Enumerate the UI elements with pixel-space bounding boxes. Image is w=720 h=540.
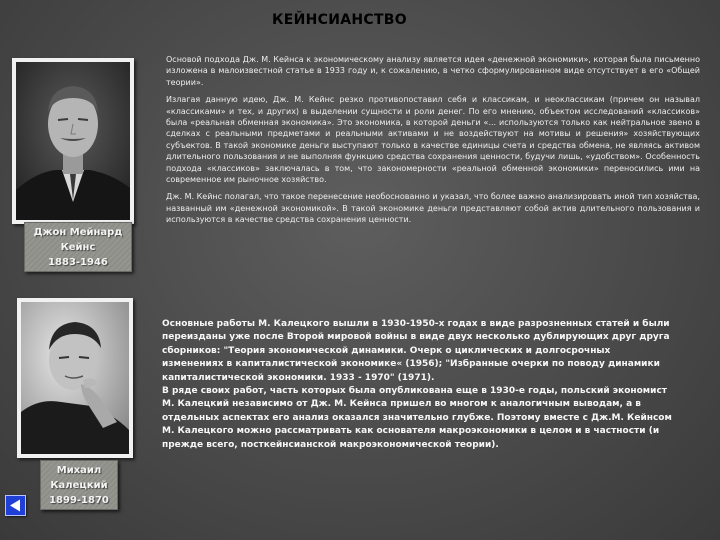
keynes-caption-name-last: Кейнс xyxy=(60,241,96,253)
keynes-caption-name-first: Джон Мейнард xyxy=(33,226,123,238)
keynes-photo xyxy=(16,62,130,220)
slide-title: КЕЙНСИАНСТВО xyxy=(272,12,407,28)
keynes-paragraph: Дж. М. Кейнс полагал, что такое перенесение необоснованно и указал, что более важно анализировать иной тип хозяйства, названный им «денежной экономикой». В такой экономике деньги представляют собой актив длительного пользования и используются в качестве средства сохранения ценности. xyxy=(166,192,700,225)
kalecki-photo-drawing xyxy=(21,302,129,454)
keynes-caption-years: 1883-1946 xyxy=(48,256,108,268)
keynes-paragraph: Излагая данную идею, Дж. М. Кейнс резко противопоставил себя и классикам, и неоклассикам (причем он называл «классиками» и тех, и других) в выделении сущности и роли денег. По его мнению, объектом исследований «классиков» была «реальная обменная экономика». Это экономика, в которой деньги «... используются только как нейтральное звено в сделках с реальными предметами и реальными активами и не воздействуют на мотивы и решения» хозяйствующих субъектов. В такой экономике деньги выступают только в качестве единицы счета и средства обмена, не являясь активом длительного пользования и не выполняя функцию средства сохранения ценности, будучи лишь, «удобством». Особенность подхода «классиков» заключалась в том, что закономерности «реальной обменной экономики» переносились ими на современное им рыночное хозяйство. xyxy=(166,95,700,185)
kalecki-caption-years: 1899-1870 xyxy=(49,494,109,506)
kalecki-portrait xyxy=(17,298,133,458)
keynes-paragraph: Основой подхода Дж. М. Кейнса к экономическому анализу является идея «денежной экономики», которая была письменно изложена в малоизвестной статье в 1933 году и, к сожалению, в четко сформулированном виде отсутствует в его «Общей теории». xyxy=(166,55,700,87)
keynes-photo-drawing xyxy=(16,62,130,220)
kalecki-paragraph: В ряде своих работ, часть которых была опубликована еще в 1930-е годы, польский экономист М. Калецкий независимо от Дж. М. Кейнса пришел во многом к аналогичным выводам, а в отдельных аспектах его анализ оказался значительно глубже. Поэтому вместе с Дж.М. Кейнсом М. Калецкого можно рассматривать как основателя макроэкономики в целом и в частности (и прежде всего, посткейнсианской макроэкономической теории). xyxy=(162,386,672,450)
triangle-left-icon xyxy=(6,496,25,515)
back-button[interactable] xyxy=(5,495,26,516)
keynes-portrait xyxy=(12,58,134,224)
kalecki-photo xyxy=(21,302,129,454)
kalecki-text-block xyxy=(162,318,674,452)
kalecki-caption xyxy=(40,460,118,510)
kalecki-paragraph: Основные работы М. Калецкого вышли в 1930-1950-х годах в виде разрозненных статей и были переизданы уже после Второй мировой войны в виде двух несколько дублирующих друг друга сборников: "Теория экономической динамики. Очерк о циклических и долгосрочных изменениях в капиталистической экономике« (1956); "Избранные очерки по поводу динамики капиталистической экономики. 1933 - 1970" (1971). xyxy=(162,319,670,383)
kalecki-caption-name-last: Калецкий xyxy=(50,479,108,491)
kalecki-caption-name-first: Михаил xyxy=(56,464,102,476)
keynes-text-block xyxy=(166,54,700,232)
keynes-caption xyxy=(24,222,132,272)
